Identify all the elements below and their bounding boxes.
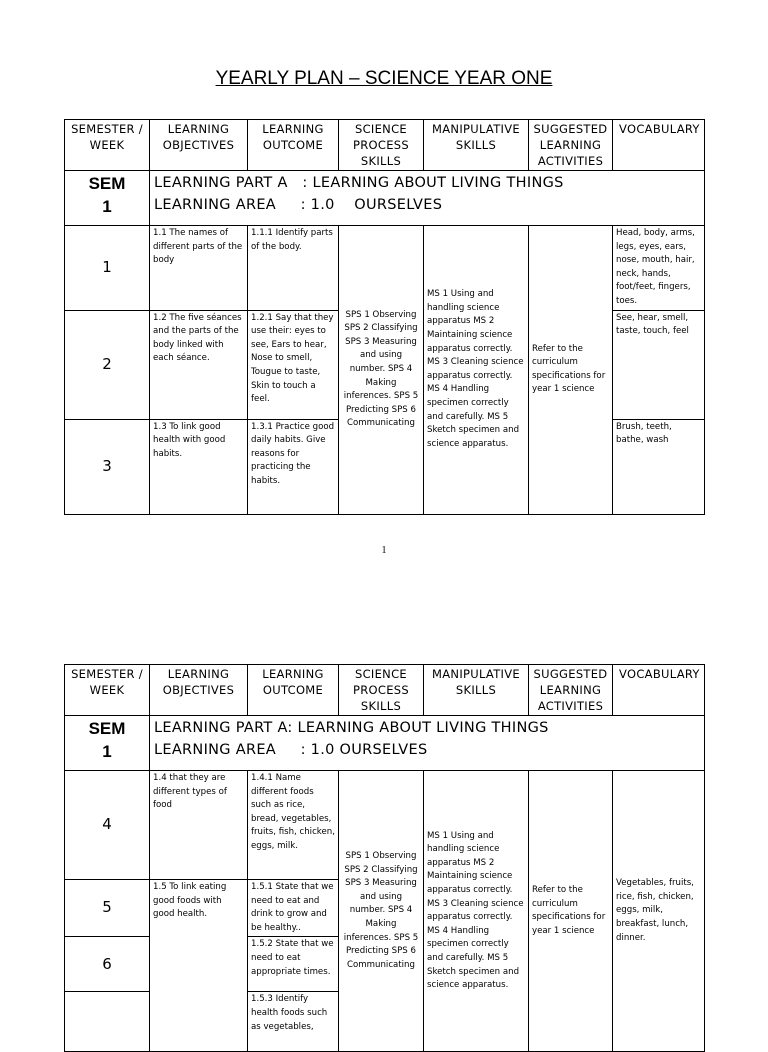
header-suggested-learning-activities: SUGGESTED LEARNING ACTIVITIES xyxy=(529,120,613,171)
outcome-cell: 1.1.1 Identify parts of the body. xyxy=(248,226,339,311)
table-row xyxy=(65,771,705,880)
header-science-process-skills: SCIENCE PROCESS SKILLS xyxy=(339,120,424,171)
semester-cell xyxy=(65,171,150,226)
outcome-cell: 1.4.1 Name different foods such as rice, bread, vegetables, fruits, fish, chicken, eggs, milk. xyxy=(248,771,339,880)
learning-area-text: LEARNING AREA : 1.0 OURSELVES xyxy=(154,197,443,213)
header-vocabulary: VOCABULARY xyxy=(613,665,705,716)
manipulative-skills-cell: MS 1 Using and handling science apparatus MS 2 Maintaining science apparatus correctly. MS 3 Cleaning science apparatus correctly. MS 4 Handling specimen correctly and carefully. MS 5 Sketch specimen and science apparatus. xyxy=(424,226,529,515)
header-learning-outcome: LEARNING OUTCOME xyxy=(248,120,339,171)
header-science-process-skills: SCIENCE PROCESS SKILLS xyxy=(339,665,424,716)
semester-label: SEM xyxy=(88,719,126,738)
week-cell: 5 xyxy=(65,880,150,937)
yearly-plan-table-1 xyxy=(64,119,705,515)
objective-cell: 1.4 that they are different types of food xyxy=(150,771,248,880)
activities-cell: Refer to the curriculum specifications for year 1 science xyxy=(529,771,613,1052)
learning-part-cell xyxy=(150,171,705,226)
science-process-skills-cell: SPS 1 Observing SPS 2 Classifying SPS 3 Measuring and using number. SPS 4 Making inferences. SPS 5 Predicting SPS 6 Communicating xyxy=(339,226,424,515)
objective-cell: 1.1 The names of different parts of the body xyxy=(150,226,248,311)
vocabulary-cell: Vegetables, fruits, rice, fish, chicken, eggs, milk, breakfast, lunch, dinner. xyxy=(613,771,705,1052)
week-cell: 6 xyxy=(65,937,150,992)
week-cell: 4 xyxy=(65,771,150,880)
semester-row xyxy=(65,716,705,771)
objective-cell: 1.5 To link eating good foods with good health. xyxy=(150,880,248,1052)
semester-label: SEM xyxy=(88,174,126,193)
objective-cell: 1.3 To link good health with good habits. xyxy=(150,419,248,514)
semester-number: 1 xyxy=(102,742,112,761)
activities-cell: Refer to the curriculum specifications for year 1 science xyxy=(529,226,613,515)
learning-part-text: LEARNING PART A: LEARNING ABOUT LIVING THINGS xyxy=(154,720,549,736)
page-title: YEARLY PLAN – SCIENCE YEAR ONE xyxy=(215,68,553,89)
outcome-cell: 1.3.1 Practice good daily habits. Give reasons for practicing the habits. xyxy=(248,419,339,514)
header-manipulative-skills: MANIPULATIVE SKILLS xyxy=(424,665,529,716)
header-learning-outcome: LEARNING OUTCOME xyxy=(248,665,339,716)
objective-cell: 1.2 The five séances and the parts of the body linked with each séance. xyxy=(150,310,248,419)
yearly-plan-table-2 xyxy=(64,664,705,1052)
page-number: 1 xyxy=(381,545,387,556)
semester-row xyxy=(65,171,705,226)
semester-cell xyxy=(65,716,150,771)
outcome-cell: 1.5.3 Identify health foods such as vegetables, xyxy=(248,992,339,1052)
header-suggested-learning-activities: SUGGESTED LEARNING ACTIVITIES xyxy=(529,665,613,716)
table-row xyxy=(65,226,705,311)
learning-part-cell xyxy=(150,716,705,771)
header-row xyxy=(65,665,705,716)
outcome-cell: 1.2.1 Say that they use their: eyes to see, Ears to hear, Nose to smell, Tougue to taste, Skin to touch a feel. xyxy=(248,310,339,419)
header-learning-objectives: LEARNING OBJECTIVES xyxy=(150,120,248,171)
vocabulary-cell: Head, body, arms, legs, eyes, ears, nose, mouth, hair, neck, hands, foot/feet, fingers, toes. xyxy=(613,226,705,311)
science-process-skills-cell: SPS 1 Observing SPS 2 Classifying SPS 3 Measuring and using number. SPS 4 Making inferences. SPS 5 Predicting SPS 6 Communicating xyxy=(339,771,424,1052)
outcome-cell: 1.5.2 State that we need to eat appropriate times. xyxy=(248,937,339,992)
outcome-cell: 1.5.1 State that we need to eat and drink to grow and be healthy.. xyxy=(248,880,339,937)
header-semester-week: SEMESTER / WEEK xyxy=(65,665,150,716)
learning-part-text: LEARNING PART A : LEARNING ABOUT LIVING THINGS xyxy=(154,175,564,191)
header-manipulative-skills: MANIPULATIVE SKILLS xyxy=(424,120,529,171)
header-vocabulary: VOCABULARY xyxy=(613,120,705,171)
week-cell xyxy=(65,992,150,1052)
header-semester-week: SEMESTER / WEEK xyxy=(65,120,150,171)
semester-number: 1 xyxy=(102,197,112,216)
header-learning-objectives: LEARNING OBJECTIVES xyxy=(150,665,248,716)
week-cell: 1 xyxy=(65,226,150,311)
manipulative-skills-cell: MS 1 Using and handling science apparatus MS 2 Maintaining science apparatus correctly. MS 3 Cleaning science apparatus correctly. MS 4 Handling specimen correctly and carefully. MS 5 Sketch specimen and science apparatus. xyxy=(424,771,529,1052)
week-cell: 3 xyxy=(65,419,150,514)
learning-area-text: LEARNING AREA : 1.0 OURSELVES xyxy=(154,742,428,758)
week-cell: 2 xyxy=(65,310,150,419)
vocabulary-cell: See, hear, smell, taste, touch, feel xyxy=(613,310,705,419)
header-row xyxy=(65,120,705,171)
vocabulary-cell: Brush, teeth, bathe, wash xyxy=(613,419,705,514)
